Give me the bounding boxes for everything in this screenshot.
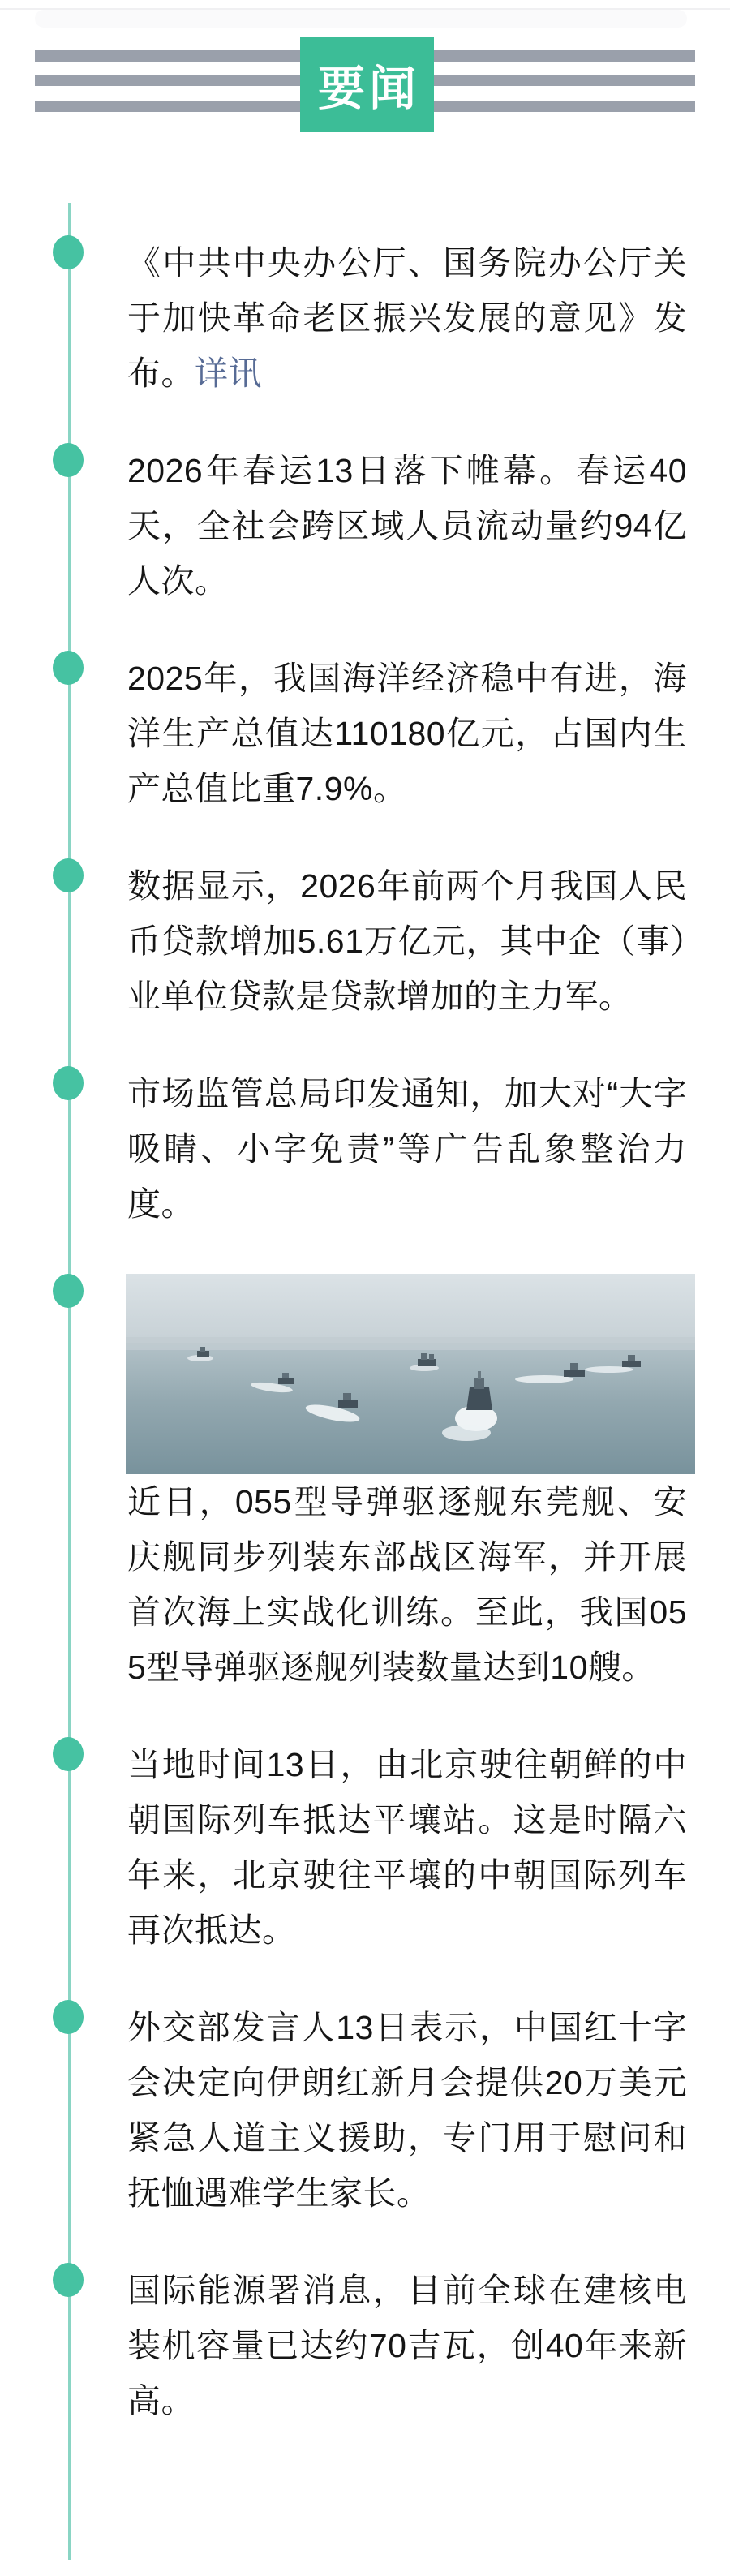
news-text-body: 2025年，我国海洋经济稳中有进，海洋生产总值达110180亿元，占国内生产总值比重7.9%。 bbox=[127, 660, 687, 807]
timeline-dot-icon bbox=[53, 2000, 84, 2034]
timeline-dot-icon bbox=[53, 1737, 84, 1771]
detail-link[interactable]: 详讯 bbox=[195, 355, 262, 392]
section-badge bbox=[300, 37, 434, 132]
news-list bbox=[127, 235, 687, 2471]
news-item bbox=[127, 2263, 687, 2428]
timeline-dot-icon bbox=[53, 1066, 84, 1100]
news-item bbox=[127, 651, 687, 816]
news-text bbox=[127, 1474, 687, 1695]
news-photo[interactable] bbox=[126, 1274, 695, 1474]
news-text bbox=[127, 235, 687, 401]
news-text-body: 《中共中央办公厅、国务院办公厅关于加快革命老区振兴发展的意见》发布。 bbox=[127, 244, 687, 392]
timeline-dot-icon bbox=[53, 443, 84, 477]
sea bbox=[126, 1343, 695, 1474]
news-text-body: 2026年春运13日落下帷幕。春运40天，全社会跨区域人员流动量约94亿人次。 bbox=[127, 452, 687, 600]
news-text-body: 市场监管总局印发通知，加大对“大字吸睛、小字免责”等广告乱象整治力度。 bbox=[127, 1075, 687, 1223]
news-text bbox=[127, 443, 687, 609]
news-text bbox=[127, 2000, 687, 2221]
timeline-line bbox=[68, 203, 71, 2560]
news-text-body: 数据显示，2026年前两个月我国人民币贷款增加5.61万亿元，其中企（事）业单位贷款是贷款增加的主力军。 bbox=[127, 867, 687, 1015]
news-text bbox=[127, 1066, 687, 1232]
news-item bbox=[127, 235, 687, 401]
timeline-dot-icon bbox=[53, 235, 84, 269]
sky bbox=[126, 1274, 695, 1345]
timeline-dot-icon bbox=[53, 651, 84, 685]
header-card bbox=[35, 10, 687, 28]
news-item bbox=[127, 2000, 687, 2221]
news-item bbox=[127, 1274, 687, 1695]
news-item bbox=[127, 443, 687, 609]
section-badge-label: 要闻 bbox=[317, 62, 420, 115]
timeline-dot-icon bbox=[53, 1274, 84, 1308]
timeline-dot-icon bbox=[53, 2263, 84, 2297]
news-text-body: 当地时间13日，由北京驶往朝鲜的中朝国际列车抵达平壤站。这是时隔六年来，北京驶往平壤的中朝国际列车再次抵达。 bbox=[127, 1746, 687, 1949]
news-text-body: 外交部发言人13日表示，中国红十字会决定向伊朗红新月会提供20万美元紧急人道主义援助，专门用于慰问和抚恤遇难学生家长。 bbox=[127, 2009, 687, 2212]
news-text-body: 近日，055型导弹驱逐舰东莞舰、安庆舰同步列装东部战区海军，并开展首次海上实战化训练。至此，我国055型导弹驱逐舰列装数量达到10艘。 bbox=[127, 1483, 687, 1686]
timeline-dot-icon bbox=[53, 858, 84, 892]
news-text bbox=[127, 1737, 687, 1958]
news-text bbox=[127, 651, 687, 816]
news-item bbox=[127, 1066, 687, 1232]
news-text-body: 国际能源署消息，目前全球在建核电装机容量已达约70吉瓦，创40年来新高。 bbox=[127, 2272, 687, 2419]
news-text bbox=[127, 2263, 687, 2428]
news-item bbox=[127, 1737, 687, 1958]
news-text bbox=[127, 858, 687, 1024]
news-item bbox=[127, 858, 687, 1024]
horizon-haze bbox=[126, 1337, 695, 1350]
